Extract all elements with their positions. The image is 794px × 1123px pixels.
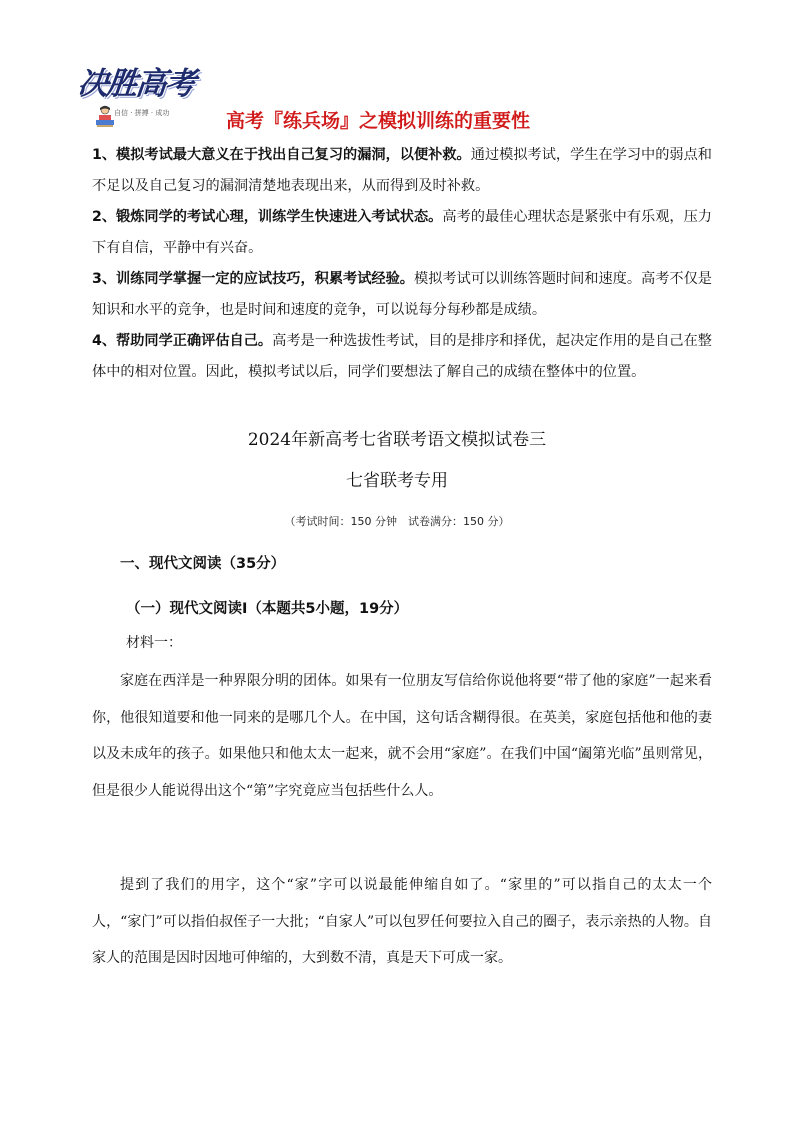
exam-subtitle: 七省联考专用 — [346, 471, 448, 491]
intro-item — [92, 202, 714, 264]
intro-item-heading: 3、训练同学掌握一定的应试技巧，积累考试经验。 — [92, 271, 414, 287]
brand-logo — [76, 58, 202, 136]
intro-list — [92, 140, 714, 388]
intro-item-text: 高考是一种选拔性考试，目的是排序和择优，起决定作用的是自己在整体中的相对位置。因此，模拟考试以后，同学们要想法了解自己的成绩在整体中的位置。 — [92, 333, 712, 380]
intro-item-heading: 4、帮助同学正确评估自己。 — [92, 333, 273, 349]
intro-item — [92, 140, 714, 202]
intro-item-heading: 1、模拟考试最大意义在于找出自己复习的漏洞，以便补救。 — [92, 147, 471, 163]
logo-text: 决胜高考 — [75, 66, 196, 102]
intro-item — [92, 264, 714, 326]
material-label: 材料一： — [126, 635, 182, 651]
intro-item-text: 高考的最佳心理状态是紧张中有乐观，压力下有自信，平静中有兴奋。 — [92, 209, 712, 256]
intro-item-text: 模拟考试可以训练答题时间和速度。高考不仅是知识和水平的竞争，也是时间和速度的竞争，可以说每分每秒都是成绩。 — [92, 271, 712, 318]
passage-paragraph: 家庭在西洋是一种界限分明的团体。如果有一位朋友写信给你说他将要“带了他的家庭”一起来看你，他很知道要和他一同来的是哪几个人。在中国，这句话含糊得很。在英美，家庭包括他和他的妻以及未成年的孩子。如果他只和他太太一起来，就不会用“家庭”。在我们中国“阖第光临”虽则常见，但是很少人能说得出这个“第”字究竟应当包括些什么人。 — [92, 673, 712, 799]
reading-passage — [92, 663, 712, 809]
intro-item — [92, 326, 714, 388]
section-heading: 一、现代文阅读（35分） — [120, 556, 286, 572]
intro-item-text: 通过模拟考试，学生在学习中的弱点和不足以及自己复习的漏洞清楚地表现出来，从而得到及时补救。 — [92, 147, 712, 194]
banner-title: 高考『练兵场』之模拟训练的重要性 — [226, 110, 531, 132]
exam-meta: （考试时间：150 分钟 试卷满分：150 分） — [284, 515, 510, 528]
reading-passage — [92, 867, 712, 977]
student-reading-icon — [94, 104, 116, 128]
intro-item-heading: 2、锻炼同学的考试心理，训练学生快速进入考试状态。 — [92, 209, 443, 225]
subsection-heading: （一）现代文阅读Ⅰ（本题共5小题，19分） — [126, 601, 409, 617]
exam-title: 2024年新高考七省联考语文模拟试卷三 — [247, 430, 547, 450]
passage-paragraph: 提到了我们的用字，这个“家”字可以说最能伸缩自如了。“家里的”可以指自己的太太一个人，“家门”可以指伯叔侄子一大批；“自家人”可以包罗任何要拉入自己的圈子，表示亲热的人物。自家人的范围是因时因地可伸缩的，大到数不清，真是天下可成一家。 — [92, 877, 712, 966]
logo-slogan: 自信 · 拼搏 · 成功 — [114, 109, 170, 117]
